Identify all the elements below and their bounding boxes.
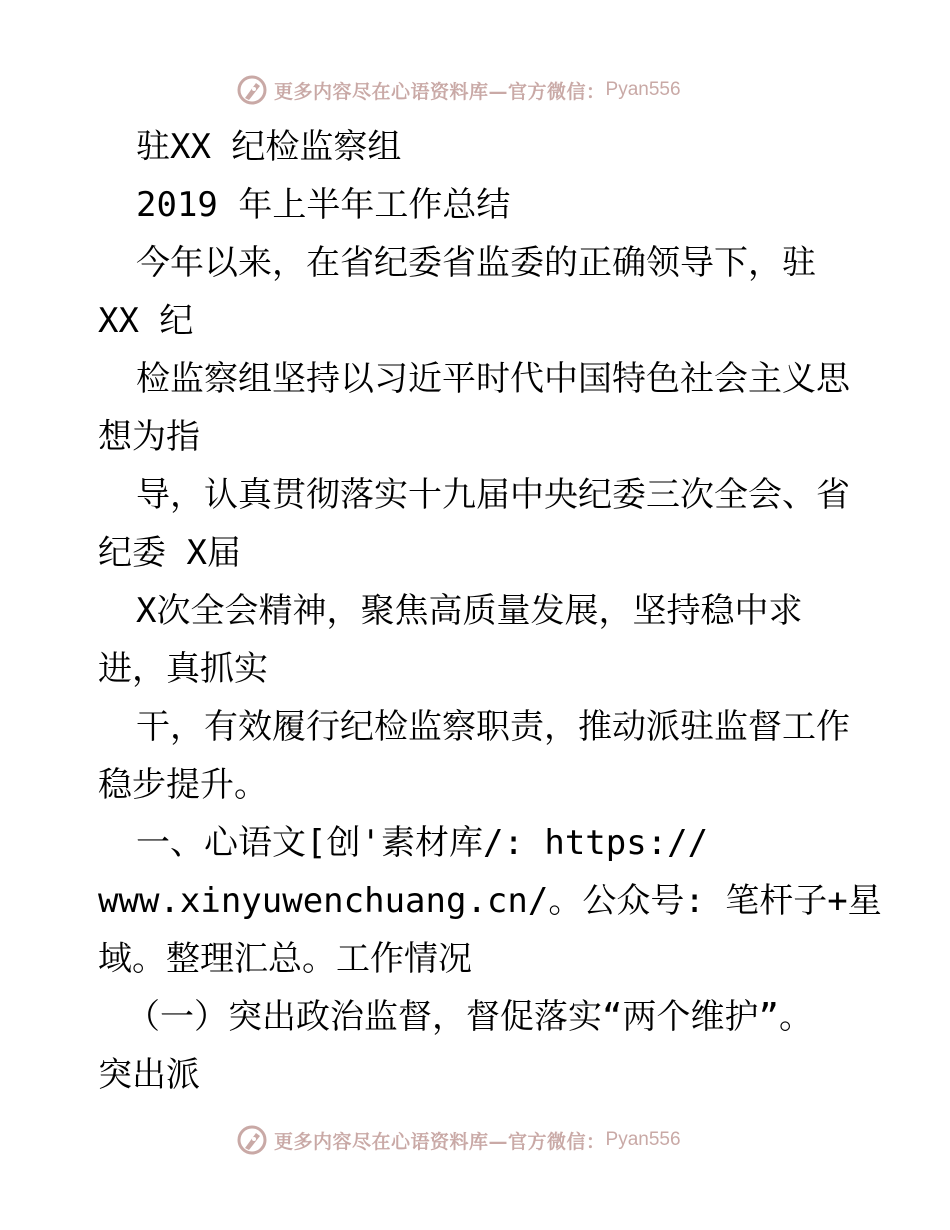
doc-line: 稳步提升。: [98, 765, 268, 805]
doc-line: 纪委 X届: [98, 533, 241, 573]
doc-line: （一）突出政治监督，督促落实“两个维护”。: [126, 997, 813, 1037]
watermark-site-text: 更多内容尽在心语资料库—官方微信：: [274, 80, 606, 103]
doc-line: 驻XX 纪检监察组: [136, 127, 402, 167]
doc-line: 想为指: [98, 417, 200, 457]
watermark-site-text: 更多内容尽在心语资料库—官方微信：: [274, 1130, 606, 1153]
doc-line: 干，有效履行纪检监察职责，推动派驻监督工作: [136, 707, 850, 747]
watermark-header: [236, 74, 681, 106]
doc-line: XX 纪: [98, 301, 194, 341]
doc-line: 进，真抓实: [98, 649, 268, 689]
doc-line: 今年以来，在省纪委省监委的正确领导下，驻: [136, 243, 816, 283]
pen-nib-circle-icon: [236, 74, 268, 106]
doc-line: 一、心语文[创'素材库/: https://: [136, 823, 709, 863]
doc-line: 检监察组坚持以习近平时代中国特色社会主义思: [136, 359, 850, 399]
watermark-wechat-id: Pyan556: [605, 1129, 681, 1150]
doc-line: X次全会精神，聚焦高质量发展，坚持稳中求: [136, 591, 803, 631]
doc-line: 突出派: [98, 1055, 200, 1095]
doc-line: 域。整理汇总。工作情况: [98, 939, 472, 979]
pen-nib-circle-icon: [236, 1124, 268, 1156]
doc-line: 2019 年上半年工作总结: [136, 185, 511, 225]
watermark-wechat-id: Pyan556: [605, 79, 681, 100]
document-body: [98, 118, 882, 1104]
doc-line: www.xinyuwenchuang.cn/。公众号: 笔杆子+星: [98, 881, 882, 921]
doc-line: 导，认真贯彻落实十九届中央纪委三次全会、省: [136, 475, 850, 515]
watermark-footer: [236, 1124, 681, 1156]
